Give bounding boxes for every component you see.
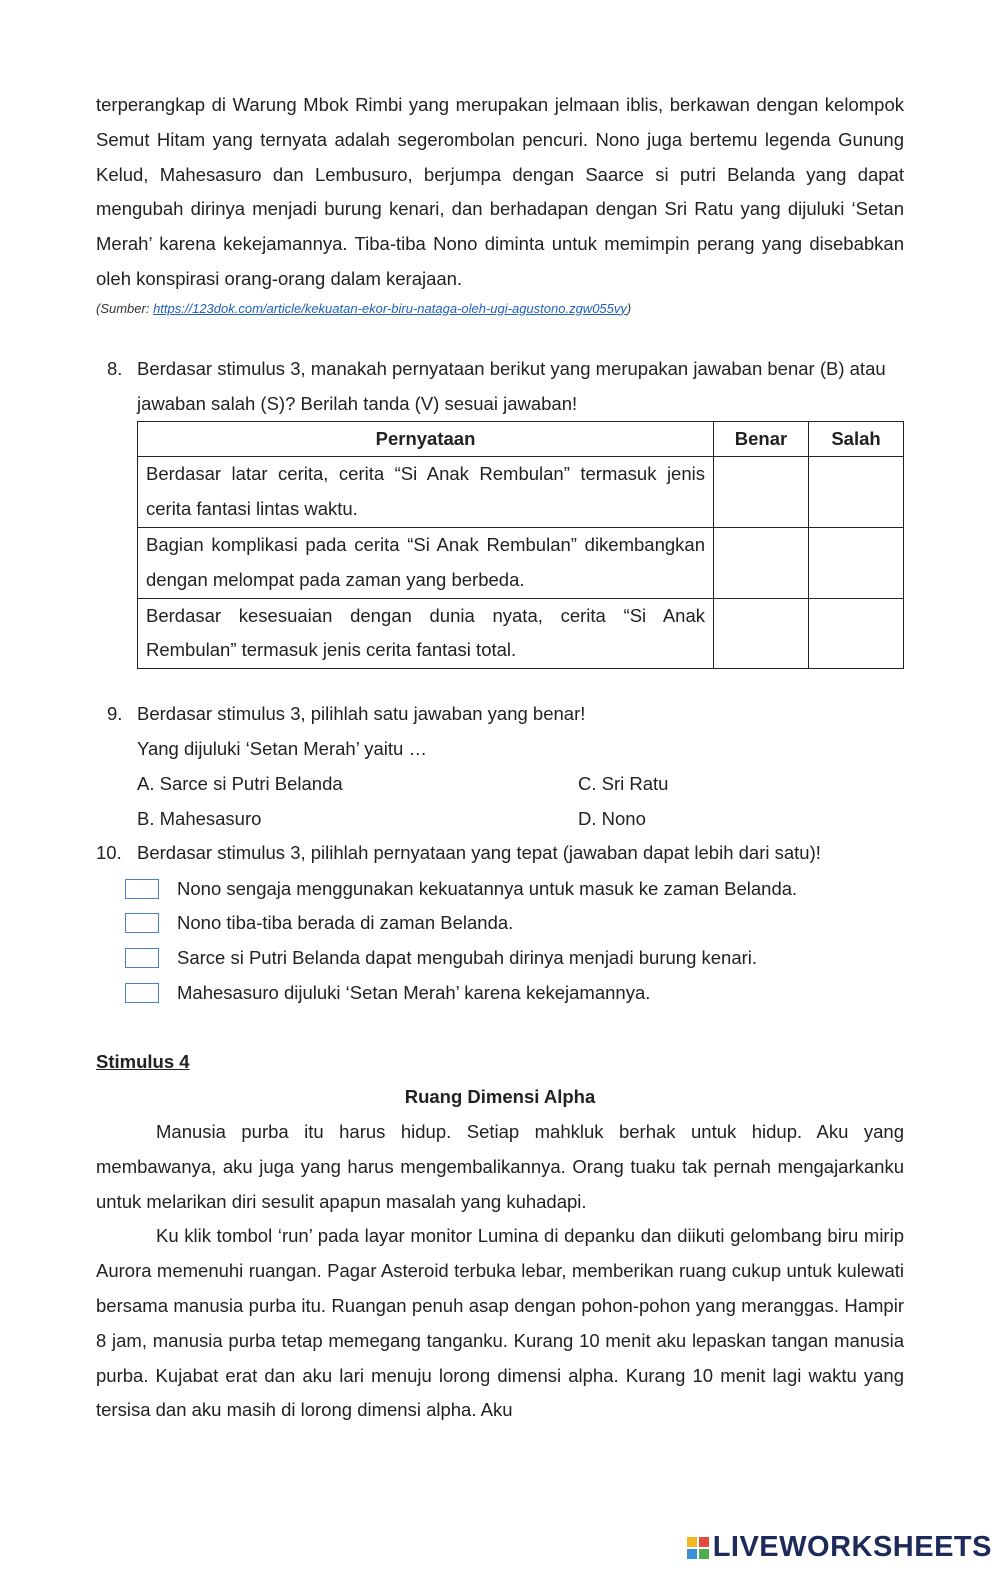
false-answer-cell[interactable] [809,598,904,669]
checkbox[interactable] [125,879,159,899]
question-9 [96,697,904,767]
option-d[interactable]: D. Nono [578,807,646,829]
checkbox[interactable] [125,983,159,1003]
header-true: Benar [714,422,809,457]
option-c[interactable]: C. Sri Ratu [578,772,669,794]
table-header-row [138,422,904,457]
checkbox-option [125,906,904,941]
story-title: Ruang Dimensi Alpha [404,1086,596,1108]
liveworksheets-logo-icon [687,1537,709,1559]
checkbox-option [125,976,904,1011]
intro-paragraph: terperangkap di Warung Mbok Rimbi yang merupakan jelmaan iblis, berkawan dengan kelompok Semut Hitam yang ternyata adalah segerombolan pencuri. Nono juga bertemu legenda Gunung Kelud, Mahesasuro dan Lembusuro, berjumpa dengan Saarce si putri Belanda yang dapat mengubah dirinya menjadi burung kenari, dan berhadapan dengan Sri Ratu yang dijuluki ‘Setan Merah’ karena kekejamannya. Tiba-tiba Nono diminta untuk memimpin perang yang disebabkan oleh konspirasi orang-orang dalam kerajaan. [96,94,904,289]
checkbox[interactable] [125,913,159,933]
option-b[interactable]: B. Mahesasuro [137,807,262,829]
story-paragraph: Ku klik tombol ‘run’ pada layar monitor Lumina di depanku dan diikuti gelombang biru mirip Aurora memenuhi ruangan. Pagar Asteroid terbuka lebar, memberikan ruang cukup untuk kulewati bersama manusia purba itu. Ruangan penuh asap dengan pohon-pohon yang meranggas. Hampir 8 jam, manusia purba tetap memegang tanganku. Kurang 10 menit aku lepaskan tangan manusia purba. Kujabat erat dan aku lari menuju lorong dimensi alpha. Kurang 10 menit lagi waktu yang tersisa dan aku masih di lorong dimensi alpha. Aku [96,1225,904,1421]
question-text: Berdasar stimulus 3, pilihlah satu jawaban yang benar! [137,703,586,725]
statement-table [137,421,904,669]
false-answer-cell[interactable] [809,457,904,528]
true-answer-cell[interactable] [714,457,809,528]
header-statement: Pernyataan [138,422,714,457]
liveworksheets-logo [687,1531,992,1564]
true-answer-cell[interactable] [714,527,809,598]
story-paragraph: Manusia purba itu harus hidup. Setiap mahkluk berhak untuk hidup. Aku yang membawanya, aku juga yang harus mengembalikannya. Orang tuaku tak pernah mengajarkanku untuk melarikan diri sesulit apapun masalah yang kuhadapi. [96,1120,904,1212]
false-answer-cell[interactable] [809,527,904,598]
statement-cell: Berdasar kesesuaian dengan dunia nyata, cerita “Si Anak Rembulan” termasuk jenis cerita fantasi total. [138,598,714,669]
source-link[interactable]: https://123dok.com/article/kekuatan-ekor-biru-nataga-oleh-ugi-agustono.zgw055vy [153,300,627,316]
question-text: Berdasar stimulus 3, pilihlah pernyataan yang tepat (jawaban dapat lebih dari satu)! [137,842,821,864]
question-10 [96,836,904,871]
checkbox-label: Nono tiba-tiba berada di zaman Belanda. [177,912,514,934]
true-answer-cell[interactable] [714,598,809,669]
question-8 [96,352,904,422]
statement-cell: Bagian komplikasi pada cerita “Si Anak Rembulan” dikembangkan dengan melompat pada zaman yang berbeda. [138,527,714,598]
table-row [138,598,904,669]
table-row [138,527,904,598]
option-a[interactable]: A. Sarce si Putri Belanda [137,772,343,794]
header-false: Salah [809,422,904,457]
answer-options [137,767,904,837]
checkbox-label: Sarce si Putri Belanda dapat mengubah dirinya menjadi burung kenari. [177,947,758,969]
table-row [138,457,904,528]
checkbox-option [125,941,904,976]
checkbox-label: Mahesasuro dijuluki ‘Setan Merah’ karena kekejamannya. [177,981,651,1003]
question-subtext: Yang dijuluki ‘Setan Merah’ yaitu … [137,737,427,759]
statement-cell: Berdasar latar cerita, cerita “Si Anak Rembulan” termasuk jenis cerita fantasi lintas waktu. [138,457,714,528]
question-text: Berdasar stimulus 3, manakah pernyataan berikut yang merupakan jawaban benar (B) atau jawaban salah (S)? Berilah tanda (V) sesuai jawaban! [137,357,886,414]
question-number: 10. [96,842,122,864]
checkbox[interactable] [125,948,159,968]
source-citation: (Sumber: https://123dok.com/article/kekuatan-ekor-biru-nataga-oleh-ugi-agustono.zgw055vy) [96,300,632,316]
worksheet-page [96,88,904,1428]
checkbox-option [125,871,904,906]
question-number: 9. [107,703,123,725]
brand-name: LIVEWORKSHEETS [712,1531,992,1563]
stimulus-label: Stimulus 4 [96,1051,190,1073]
question-number: 8. [107,357,123,379]
checkbox-label: Nono sengaja menggunakan kekuatannya untuk masuk ke zaman Belanda. [177,877,798,899]
